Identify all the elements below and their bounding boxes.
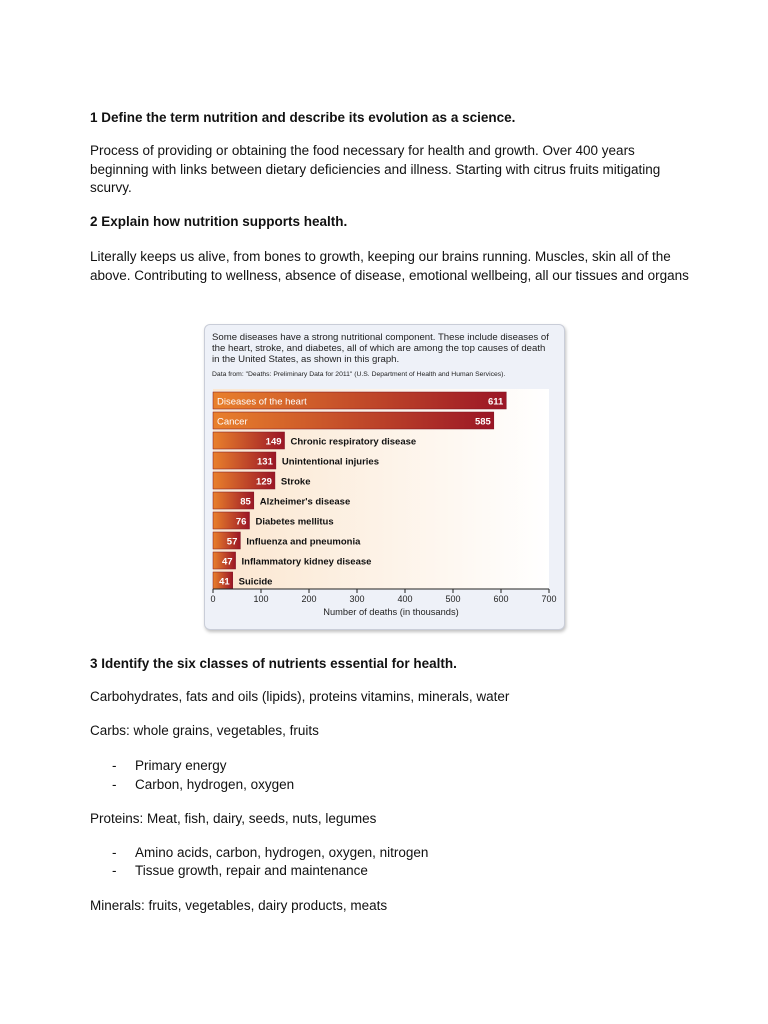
bar-value-label: 149	[265, 436, 282, 448]
bar-category-label: Stroke	[280, 476, 311, 488]
bar-category-label: Cancer	[217, 416, 248, 428]
bar-category-label: Diabetes mellitus	[255, 516, 334, 528]
bar-chart	[205, 325, 564, 629]
x-tick-label: 700	[541, 594, 557, 604]
bar-category-label: Inflammatory kidney disease	[241, 556, 372, 568]
proteins-line: Proteins: Meat, fish, dairy, seeds, nuts, legumes	[90, 811, 377, 826]
chart-source: Data from: "Deaths: Preliminary Data for 2011" (U.S. Department of Health and Human Services).	[212, 371, 506, 378]
x-tick-label: 600	[493, 594, 509, 604]
bar	[213, 412, 494, 429]
proteins-bullet	[112, 862, 368, 880]
x-axis-title: Number of deaths (in thousands)	[323, 607, 459, 617]
bullet-text: Primary energy	[135, 758, 227, 773]
bullet-text: Amino acids, carbon, hydrogen, oxygen, nitrogen	[135, 845, 429, 860]
bullet-mark: -	[112, 863, 117, 878]
bullet-mark: -	[112, 777, 117, 792]
question-1-heading: 1 Define the term nutrition and describe its evolution as a science.	[90, 110, 516, 125]
question-2-answer: Literally keeps us alive, from bones to growth, keeping our brains running. Muscles, skin all of the above. Contributing to wellness, absence of disease, emotional wellbeing, all our tissues and organs	[90, 249, 689, 283]
carbs-bullet	[112, 776, 294, 794]
bar-value-label: 611	[487, 396, 504, 408]
bullet-mark: -	[112, 758, 117, 773]
x-tick-label: 500	[445, 594, 461, 604]
bar-value-label: 76	[235, 516, 247, 528]
x-tick-label: 0	[210, 594, 216, 604]
bar-value-label: 585	[474, 416, 491, 428]
x-tick-label: 100	[253, 594, 269, 604]
bar-value-label: 131	[257, 456, 273, 468]
bar-category-label: Chronic respiratory disease	[290, 436, 417, 448]
bar-category-label: Influenza and pneumonia	[246, 536, 361, 548]
bar-value-label: 57	[226, 536, 238, 548]
x-tick-label: 300	[349, 594, 365, 604]
bar-category-label: Unintentional injuries	[281, 456, 380, 468]
bar-category-label: Diseases of the heart	[217, 396, 307, 408]
carbs-line: Carbs: whole grains, vegetables, fruits	[90, 723, 319, 738]
bar-category-label: Alzheimer's disease	[259, 496, 351, 508]
minerals-line: Minerals: fruits, vegetables, dairy products, meats	[90, 898, 388, 913]
bullet-text: Tissue growth, repair and maintenance	[135, 863, 368, 878]
bar-value-label: 129	[256, 476, 272, 488]
bar-value-label: 41	[219, 576, 230, 588]
chart-figure	[204, 324, 565, 630]
bullet-text: Carbon, hydrogen, oxygen	[135, 777, 295, 792]
chart-caption: Some diseases have a strong nutritional component. These include diseases of the heart, stroke, and diabetes, all of which are among the top causes of death in the United States, as shown in this graph.	[212, 332, 549, 365]
x-tick-label: 400	[397, 594, 413, 604]
question-1-answer: Process of providing or obtaining the food necessary for health and growth. Over 400 years beginning with links between dietary deficiencies and illness. Starting with citrus fruits mitigating scurvy.	[90, 143, 661, 195]
question-2-heading: 2 Explain how nutrition supports health.	[90, 214, 348, 229]
bar-value-label: 47	[221, 556, 233, 568]
question-3-heading: 3 Identify the six classes of nutrients essential for health.	[90, 656, 457, 671]
x-tick-label: 200	[301, 594, 317, 604]
proteins-bullet	[112, 844, 428, 862]
bar-category-label: Suicide	[238, 576, 273, 588]
question-3-answer: Carbohydrates, fats and oils (lipids), proteins vitamins, minerals, water	[90, 689, 510, 704]
bullet-mark: -	[112, 845, 117, 860]
carbs-bullet	[112, 757, 227, 775]
bar-value-label: 85	[240, 496, 251, 508]
